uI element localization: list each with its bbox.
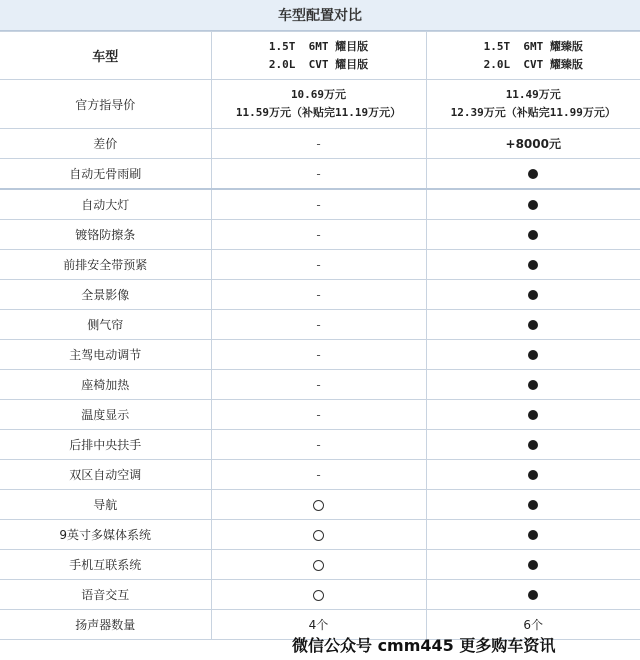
feature-label: 9英寸多媒体系统 bbox=[0, 520, 211, 550]
diff-b-value: +8000元 bbox=[426, 129, 640, 159]
row-label-model: 车型 bbox=[0, 32, 211, 80]
feature-model-a bbox=[211, 460, 426, 490]
not-available-dash: - bbox=[316, 166, 321, 181]
comparison-table bbox=[0, 31, 640, 640]
feature-model-b bbox=[426, 580, 640, 610]
feature-model-a bbox=[211, 580, 426, 610]
feature-model-a bbox=[211, 220, 426, 250]
model-a-line-2: 2.0L CVT 耀目版 bbox=[268, 57, 369, 71]
feature-model-b bbox=[426, 250, 640, 280]
table-row bbox=[0, 280, 640, 310]
row-label-price: 官方指导价 bbox=[0, 80, 211, 129]
table-row bbox=[0, 250, 640, 280]
feature-label: 座椅加热 bbox=[0, 370, 211, 400]
table-row bbox=[0, 220, 640, 250]
row-label-speakers: 扬声器数量 bbox=[0, 610, 211, 640]
feature-label: 双区自动空调 bbox=[0, 460, 211, 490]
feature-label: 手机互联系统 bbox=[0, 550, 211, 580]
table-title: 车型配置对比 bbox=[0, 0, 640, 31]
table-row bbox=[0, 400, 640, 430]
feature-label: 主驾电动调节 bbox=[0, 340, 211, 370]
feature-model-b bbox=[426, 220, 640, 250]
feature-model-a bbox=[211, 189, 426, 220]
feature-model-a bbox=[211, 550, 426, 580]
standard-feature-icon bbox=[528, 230, 538, 240]
feature-label: 自动无骨雨刷 bbox=[0, 159, 211, 190]
model-b-cell bbox=[426, 32, 640, 80]
standard-feature-icon bbox=[528, 169, 538, 179]
feature-model-b bbox=[426, 280, 640, 310]
not-available-dash: - bbox=[316, 317, 321, 332]
feature-model-a bbox=[211, 400, 426, 430]
optional-feature-icon bbox=[313, 530, 324, 541]
standard-feature-icon bbox=[528, 530, 538, 540]
standard-feature-icon bbox=[528, 410, 538, 420]
watermark-text: 微信公众号 cmm445 更多购车资讯 bbox=[292, 636, 556, 655]
feature-model-b bbox=[426, 370, 640, 400]
standard-feature-icon bbox=[528, 260, 538, 270]
optional-feature-icon bbox=[313, 500, 324, 511]
feature-model-b bbox=[426, 340, 640, 370]
table-row bbox=[0, 159, 640, 190]
feature-model-a bbox=[211, 250, 426, 280]
optional-feature-icon bbox=[313, 590, 324, 601]
feature-model-a bbox=[211, 520, 426, 550]
feature-label: 镀铬防擦条 bbox=[0, 220, 211, 250]
model-b-line-1: 1.5T 6MT 耀臻版 bbox=[483, 39, 583, 53]
feature-model-b bbox=[426, 159, 640, 190]
table-row bbox=[0, 310, 640, 340]
price-a-line-2: 11.59万元（补贴完11.19万元） bbox=[235, 106, 402, 119]
feature-model-a bbox=[211, 430, 426, 460]
not-available-dash: - bbox=[316, 407, 321, 422]
feature-model-a bbox=[211, 310, 426, 340]
feature-model-b bbox=[426, 400, 640, 430]
row-label-diff: 差价 bbox=[0, 129, 211, 159]
feature-label: 后排中央扶手 bbox=[0, 430, 211, 460]
not-available-dash: - bbox=[316, 467, 321, 482]
price-b-cell bbox=[426, 80, 640, 129]
not-available-dash: - bbox=[316, 377, 321, 392]
feature-label: 自动大灯 bbox=[0, 189, 211, 220]
model-a-line-1: 1.5T 6MT 耀目版 bbox=[268, 39, 369, 53]
price-b-line-1: 11.49万元 bbox=[505, 88, 561, 101]
table-row bbox=[0, 189, 640, 220]
table-row-model bbox=[0, 32, 640, 80]
table-row-diff bbox=[0, 129, 640, 159]
feature-model-b bbox=[426, 460, 640, 490]
standard-feature-icon bbox=[528, 290, 538, 300]
table-row bbox=[0, 340, 640, 370]
standard-feature-icon bbox=[528, 500, 538, 510]
model-b-line-2: 2.0L CVT 耀臻版 bbox=[483, 57, 583, 71]
feature-model-b bbox=[426, 490, 640, 520]
feature-model-a bbox=[211, 340, 426, 370]
not-available-dash: - bbox=[316, 347, 321, 362]
feature-model-a bbox=[211, 490, 426, 520]
table-row bbox=[0, 460, 640, 490]
standard-feature-icon bbox=[528, 560, 538, 570]
optional-feature-icon bbox=[313, 560, 324, 571]
not-available-dash: - bbox=[316, 197, 321, 212]
standard-feature-icon bbox=[528, 320, 538, 330]
table-row-price bbox=[0, 80, 640, 129]
standard-feature-icon bbox=[528, 590, 538, 600]
standard-feature-icon bbox=[528, 440, 538, 450]
speakers-a-value: 4个 bbox=[211, 610, 426, 640]
model-a-cell bbox=[211, 32, 426, 80]
standard-feature-icon bbox=[528, 200, 538, 210]
feature-label: 前排安全带预紧 bbox=[0, 250, 211, 280]
standard-feature-icon bbox=[528, 470, 538, 480]
table-row bbox=[0, 430, 640, 460]
feature-model-b bbox=[426, 310, 640, 340]
feature-label: 温度显示 bbox=[0, 400, 211, 430]
not-available-dash: - bbox=[316, 227, 321, 242]
speakers-b-value: 6个 bbox=[426, 610, 640, 640]
price-a-cell bbox=[211, 80, 426, 129]
price-a-line-1: 10.69万元 bbox=[290, 88, 347, 101]
feature-model-b bbox=[426, 520, 640, 550]
table-row bbox=[0, 490, 640, 520]
standard-feature-icon bbox=[528, 350, 538, 360]
table-row bbox=[0, 580, 640, 610]
table-row bbox=[0, 370, 640, 400]
standard-feature-icon bbox=[528, 380, 538, 390]
diff-a-value: - bbox=[211, 129, 426, 159]
feature-label: 语音交互 bbox=[0, 580, 211, 610]
table-row bbox=[0, 520, 640, 550]
price-b-line-2: 12.39万元（补贴完11.99万元） bbox=[450, 106, 616, 119]
table-row bbox=[0, 550, 640, 580]
not-available-dash: - bbox=[316, 257, 321, 272]
not-available-dash: - bbox=[316, 287, 321, 302]
feature-model-b bbox=[426, 430, 640, 460]
feature-label: 侧气帘 bbox=[0, 310, 211, 340]
not-available-dash: - bbox=[316, 437, 321, 452]
feature-model-b bbox=[426, 189, 640, 220]
feature-model-a bbox=[211, 280, 426, 310]
feature-model-a bbox=[211, 370, 426, 400]
feature-model-a bbox=[211, 159, 426, 190]
feature-label: 全景影像 bbox=[0, 280, 211, 310]
feature-label: 导航 bbox=[0, 490, 211, 520]
feature-model-b bbox=[426, 550, 640, 580]
